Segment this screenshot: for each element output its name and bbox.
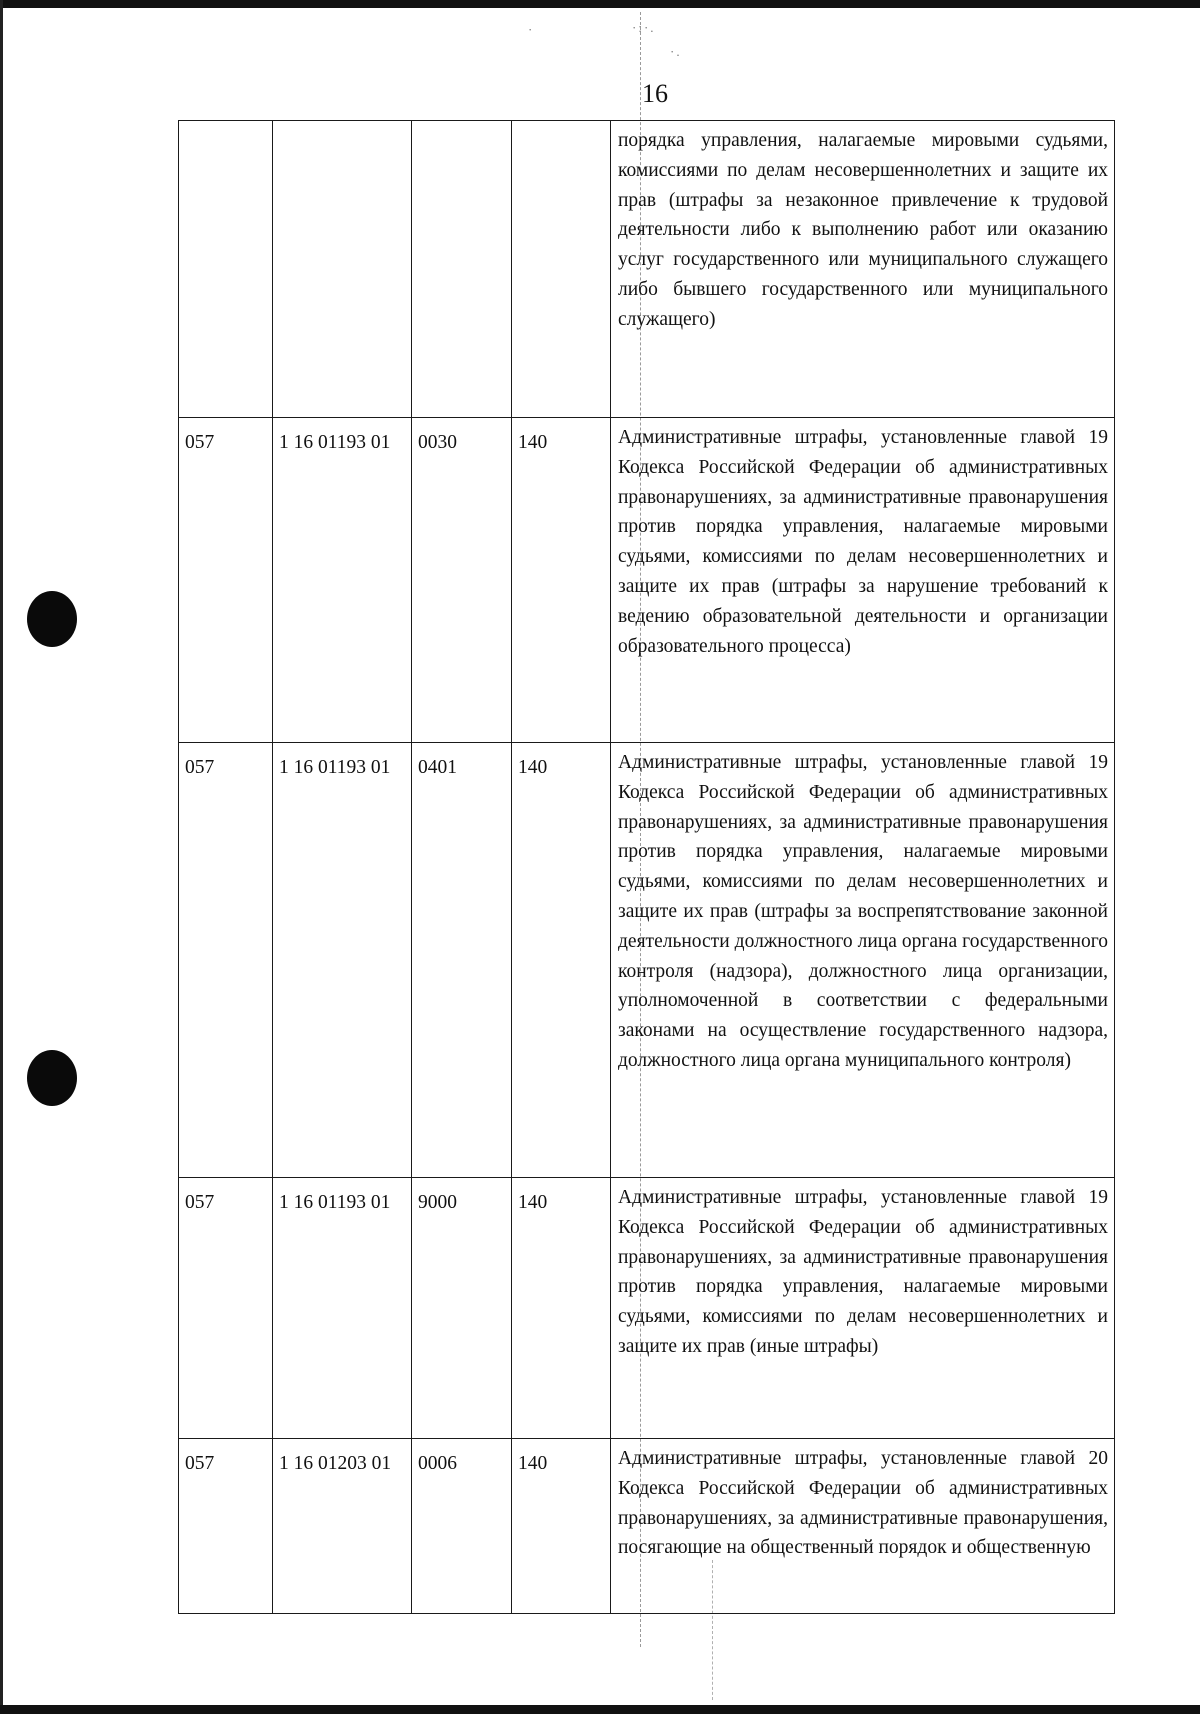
scan-speck: ·.	[670, 44, 682, 59]
admin-code-cell: 057	[179, 418, 273, 743]
kbk-code-cell: 1 16 01203 01	[273, 1439, 412, 1614]
punch-hole-bottom	[27, 1050, 77, 1106]
subcode-cell: 9000	[412, 1178, 512, 1439]
subcode-cell: 0006	[412, 1439, 512, 1614]
table-row	[179, 743, 1115, 1178]
table-row	[179, 1439, 1115, 1614]
kosgu-cell: 140	[512, 1178, 611, 1439]
kosgu-cell	[512, 121, 611, 418]
scan-speck: ·:·.	[632, 20, 656, 35]
admin-code-cell: 057	[179, 1439, 273, 1614]
scan-edge-top	[0, 0, 1200, 8]
scan-edge-left	[0, 0, 3, 1714]
kosgu-cell: 140	[512, 418, 611, 743]
kbk-code-cell: 1 16 01193 01	[273, 1178, 412, 1439]
table-row	[179, 121, 1115, 418]
kbk-code-cell	[273, 121, 412, 418]
kosgu-cell: 140	[512, 1439, 611, 1614]
admin-code-cell: 057	[179, 1178, 273, 1439]
subcode-cell: 0401	[412, 743, 512, 1178]
subcode-cell: 0030	[412, 418, 512, 743]
description-cell: порядка управления, налагаемые мировыми судьями, комиссиями по делам несовершеннолетних и защите их прав (штрафы за незаконное привлечение к трудовой деятельности либо к выполнению работ или оказанию услуг государственного или муниципального служащего либо бывшего государственного или муниципального служащего)	[611, 121, 1115, 418]
description-cell: Административные штрафы, установленные главой 19 Кодекса Российской Федерации об административных правонарушениях, за административные правонарушения против порядка управления, налагаемые мировыми судьями, комиссиями по делам несовершеннолетних и защите их прав (штрафы за воспрепятствование законной деятельности должностного лица органа государственного контроля (надзора), должностного лица организации, уполномоченной в соответствии с федеральными законами на осуществление государственного надзора, должностного лица органа муниципального контроля)	[611, 743, 1115, 1178]
scan-edge-bottom	[0, 1705, 1200, 1714]
page-number: 16	[642, 79, 668, 108]
description-cell: Административные штрафы, установленные главой 20 Кодекса Российской Федерации об административных правонарушениях, за административные правонарушения, посягающие на общественный порядок и общественную	[611, 1439, 1115, 1614]
description-cell: Административные штрафы, установленные главой 19 Кодекса Российской Федерации об административных правонарушениях, за административные правонарушения против порядка управления, налагаемые мировыми судьями, комиссиями по делам несовершеннолетних и защите их прав (штрафы за нарушение требований к ведению образовательной деятельности и организации образовательного процесса)	[611, 418, 1115, 743]
classification-table	[178, 120, 1115, 1614]
kosgu-cell: 140	[512, 743, 611, 1178]
admin-code-cell	[179, 121, 273, 418]
subcode-cell	[412, 121, 512, 418]
admin-code-cell: 057	[179, 743, 273, 1178]
kbk-code-cell: 1 16 01193 01	[273, 743, 412, 1178]
table-row	[179, 1178, 1115, 1439]
description-cell: Административные штрафы, установленные главой 19 Кодекса Российской Федерации об административных правонарушениях, за административные правонарушения против порядка управления, налагаемые мировыми судьями, комиссиями по делам несовершеннолетних и защите их прав (иные штрафы)	[611, 1178, 1115, 1439]
kbk-code-cell: 1 16 01193 01	[273, 418, 412, 743]
table-row	[179, 418, 1115, 743]
scan-speck: ·	[528, 22, 535, 37]
punch-hole-top	[27, 591, 77, 647]
